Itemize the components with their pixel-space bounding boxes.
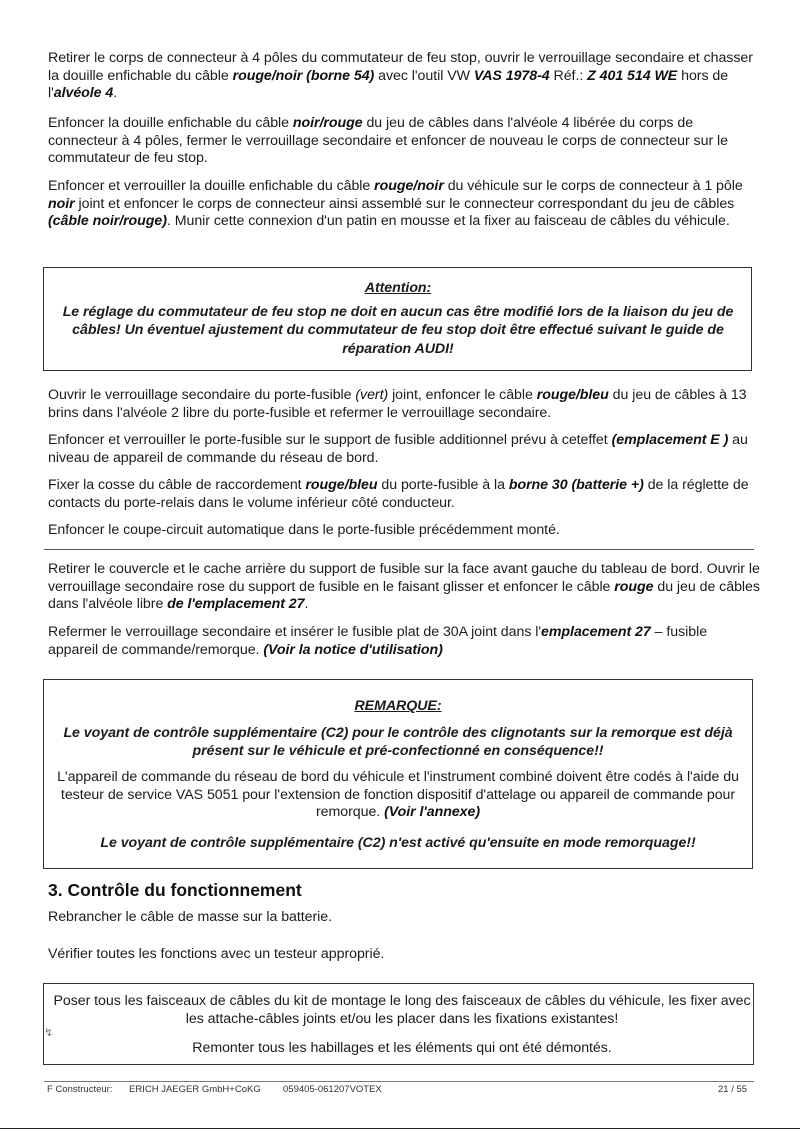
paragraph-lock-fuse-holder: Enfoncer et verrouiller le porte-fusible sur le support de fusible additionnel prévu à ceteffet (emplacement E ) au niveau de appareil de commande du réseau de bord. bbox=[48, 432, 748, 466]
paragraph-open-fuse-holder: Ouvrir le verrouillage secondaire du porte-fusible (vert) joint, enfoncer le câble rouge/bleu du jeu de câbles à 13 brins dans l'alvéole 2 libre du porte-fusible et refermer le verrouillage secondaire. bbox=[48, 387, 747, 421]
section-3-step-1: Rebrancher le câble de masse sur la batterie. bbox=[48, 909, 333, 925]
remarque-title: REMARQUE: bbox=[354, 698, 442, 714]
remarque-coding-note: L'appareil de commande du réseau de bord du véhicule et l'instrument combiné doivent être codés à l'aide du testeur de service VAS 5051 pour l'extension de fonction dispositif d'attelage ou appareil de commande pour remorque. (Voir l'annexe) bbox=[57, 769, 739, 821]
paragraph-fix-cable-lug: Fixer la cosse du câble de raccordement rouge/bleu du porte-fusible à la borne 30 (batterie +) de la réglette de contacts du porte-relais dans le volume inférieur côté conducteur. bbox=[48, 477, 749, 511]
footer-code: 059405-061207VOTEX bbox=[283, 1084, 382, 1095]
scan-mark: ↯ bbox=[44, 1027, 54, 1039]
paragraph-circuit-breaker: Enfoncer le coupe-circuit automatique dans le porte-fusible précédemment monté. bbox=[48, 522, 560, 538]
paragraph-remove-cover: Retirer le couvercle et le cache arrière du support de fusible sur la face avant gauche du tableau de bord. Ouvrir le verrouillage secondaire rose du support de fusible en le faisant glisser et enfoncer le câble rouge du jeu de câbles dans l'alvéole libre de l'emplacement 27. bbox=[48, 561, 760, 613]
scan-bottom-edge bbox=[0, 1128, 800, 1129]
section-3-heading: 3. Contrôle du fonctionnement bbox=[48, 880, 302, 900]
section-3-step-2: Vérifier toutes les fonctions avec un testeur approprié. bbox=[48, 946, 385, 962]
section-divider bbox=[44, 549, 754, 550]
footer-rule bbox=[44, 1081, 754, 1082]
footer-label: F Constructeur: bbox=[47, 1084, 113, 1095]
final-instructions-text-1: Poser tous les faisceaux de câbles du kit de montage le long des faisceaux de câbles du véhicule, les fixer avec les attache-câbles joints et/ou les placer dans les fixations existantes! bbox=[53, 993, 751, 1027]
paragraph-insert-fuse: Refermer le verrouillage secondaire et insérer le fusible plat de 30A joint dans l'emplacement 27 – fusible appareil de commande/remorque. (Voir la notice d'utilisation) bbox=[48, 624, 708, 658]
attention-title: Attention: bbox=[364, 280, 432, 296]
paragraph-lock-socket: Enfoncer et verrouiller la douille enfichable du câble rouge/noir du véhicule sur le corps de connecteur à 1 pôle noir joint et enfoncer le corps de connecteur ainsi assemblé sur le connecteur correspondant du jeu de câbles (câble noir/rouge). Munir cette connexion d'un patin en mousse et la fixer au faisceau de câbles du véhicule. bbox=[48, 178, 743, 230]
remarque-bold-note-2: Le voyant de contrôle supplémentaire (C2) n'est activé qu'ensuite en mode remorquage!! bbox=[100, 835, 696, 851]
final-instructions-text-2: Remonter tous les habillages et les éléments qui ont été démontés. bbox=[192, 1040, 612, 1056]
paragraph-insert-socket: Enfoncer la douille enfichable du câble noir/rouge du jeu de câbles dans l'alvéole 4 libérée du corps de connecteur à 4 pôles, fermer le verrouillage secondaire et enfoncer de nouveau le corps de connecteur sur le commutateur de feu stop. bbox=[48, 115, 728, 167]
paragraph-remove-connector: Retirer le corps de connecteur à 4 pôles du commutateur de feu stop, ouvrir le verrouillage secondaire et chasser la douille enfichable du câble rouge/noir (borne 54) avec l'outil VW VAS 1978-4 Réf.: Z 401 514 WE hors de l'alvéole 4. bbox=[48, 50, 753, 102]
footer-company: ERICH JAEGER GmbH+CoKG bbox=[129, 1084, 261, 1095]
attention-text: Le réglage du commutateur de feu stop ne doit en aucun cas être modifié lors de la liaison du jeu de câbles! Un éventuel ajustement du commutateur de feu stop doit être effectué suivant le guide de réparation AUDI! bbox=[62, 304, 734, 357]
footer-page-number: 21 / 55 bbox=[718, 1084, 748, 1095]
remarque-bold-note-1: Le voyant de contrôle supplémentaire (C2) pour le contrôle des clignotants sur la remorque est déjà présent sur le véhicule et pré-confectionné en conséquence!! bbox=[63, 725, 733, 759]
